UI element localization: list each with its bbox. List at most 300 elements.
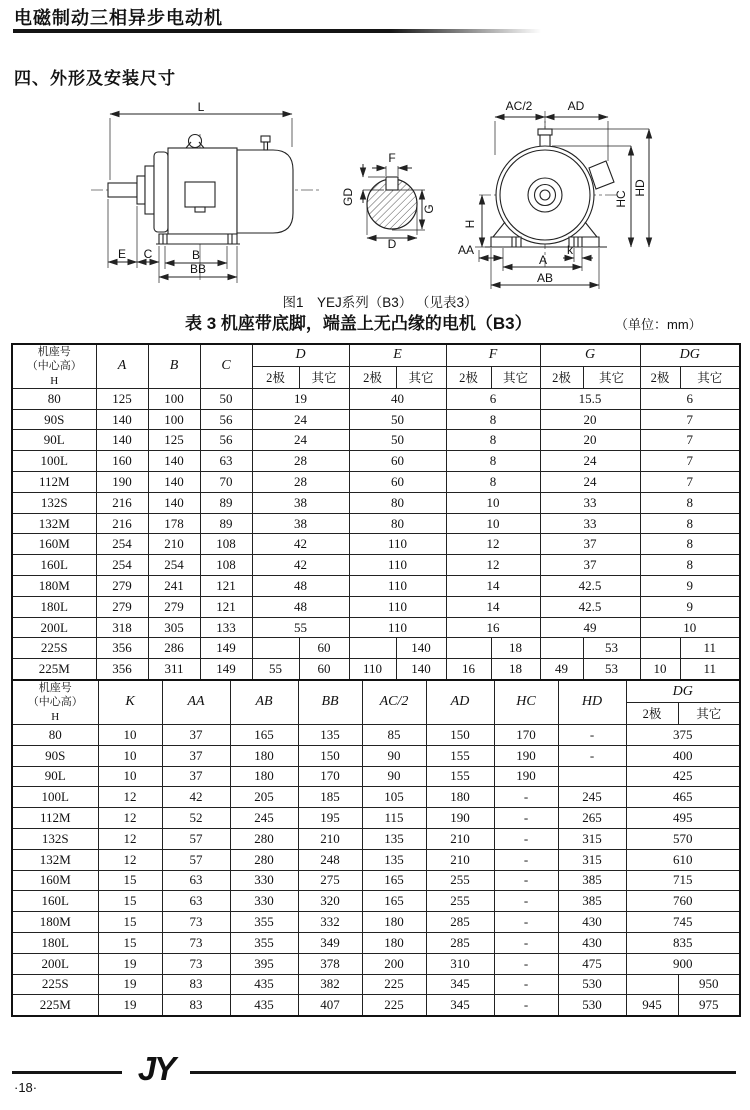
table-row [12,472,740,493]
value-cell: 37 [540,534,640,555]
value-cell: 12 [98,849,162,870]
value-cell: 12 [446,534,540,555]
section-title: 四、外形及安装尺寸 [14,69,176,88]
table-row [12,808,740,829]
table-row [12,617,740,638]
value-cell: 57 [162,828,230,849]
value-cell: 150 [426,724,494,745]
value-cell: 140 [148,472,200,493]
value-cell: 150 [298,745,362,766]
value-cell: 610 [626,849,740,870]
dim-label-G: G [422,204,436,214]
value-cell: 330 [230,891,298,912]
frame-size-cell: 100L [12,787,98,808]
value-cell: 945 [626,995,678,1016]
value-cell: 210 [148,534,200,555]
value-cell: 110 [349,659,396,680]
value-cell: 9 [640,576,740,597]
value-cell: 315 [558,849,626,870]
frame-size-cell: 180M [12,576,96,597]
subcol-other: 其它 [491,366,540,388]
frame-size-cell: 132S [12,828,98,849]
value-cell: 7 [640,409,740,430]
value-cell: 11 [680,659,740,680]
value-cell: 24 [540,472,640,493]
value-cell: 63 [200,451,252,472]
dim-label-C: C [143,247,153,261]
value-cell: 73 [162,953,230,974]
value-cell: 355 [230,932,298,953]
value-cell: 900 [626,953,740,974]
value-cell: 140 [148,451,200,472]
dim-label-L: L [197,100,205,114]
value-cell: 760 [626,891,740,912]
table-row [12,451,740,472]
frame-size-cell: 200L [12,617,96,638]
value-cell: - [494,828,558,849]
value-cell: 121 [200,576,252,597]
value-cell: 245 [230,808,298,829]
frame-size-cell: 225S [12,974,98,995]
value-cell: 280 [230,828,298,849]
value-cell: 19 [98,995,162,1016]
value-cell: 60 [349,451,446,472]
dim-label-AB: AB [536,271,554,285]
value-cell: 9 [640,596,740,617]
value-cell: 835 [626,932,740,953]
table-row [12,891,740,912]
value-cell: 275 [298,870,362,891]
dimension-table-bottom [11,679,741,1017]
value-cell: 435 [230,995,298,1016]
value-cell: 140 [148,492,200,513]
value-cell: 8 [640,492,740,513]
value-cell: 83 [162,974,230,995]
value-cell: 28 [252,472,349,493]
value-cell: 225 [362,995,426,1016]
value-cell: 330 [230,870,298,891]
value-cell: 165 [362,870,426,891]
value-cell: 110 [349,617,446,638]
value-cell: 425 [626,766,740,787]
dimension-tables [11,343,739,1017]
col-header-K: K [98,680,162,724]
frame-size-cell: 160L [12,891,98,912]
value-cell: 975 [678,995,740,1016]
value-cell: 216 [96,513,148,534]
frame-size-cell: 180M [12,912,98,933]
value-cell: 305 [148,617,200,638]
footer-rule-left [12,1071,122,1074]
value-cell: 185 [298,787,362,808]
value-cell: 205 [230,787,298,808]
value-cell: 160 [96,451,148,472]
frame-size-cell: 80 [12,388,96,409]
value-cell: 715 [626,870,740,891]
value-cell: 42.5 [540,576,640,597]
value-cell: 140 [396,659,446,680]
value-cell: 530 [558,995,626,1016]
value-cell: 73 [162,912,230,933]
value-cell: 56 [200,430,252,451]
table-row [12,870,740,891]
value-cell: 10 [640,659,680,680]
value-cell: 190 [426,808,494,829]
value-cell: 345 [426,995,494,1016]
dim-label-E: E [117,247,127,261]
col-header-HC: HC [494,680,558,724]
value-cell: - [558,745,626,766]
value-cell: 745 [626,912,740,933]
value-cell: 248 [298,849,362,870]
frame-size-cell: 80 [12,724,98,745]
value-cell: 140 [96,430,148,451]
table-row [12,409,740,430]
frame-size-cell: 132M [12,849,98,870]
value-cell: 378 [298,953,362,974]
value-cell: 50 [200,388,252,409]
frame-size-cell: 132M [12,513,96,534]
col-header-AC2: AC/2 [362,680,426,724]
table-row [12,513,740,534]
value-cell: 195 [298,808,362,829]
value-cell: 200 [362,953,426,974]
value-cell: 345 [426,974,494,995]
col-header-E: E [349,344,446,366]
value-cell: 90 [362,766,426,787]
dim-label-k: k [567,243,573,257]
frame-size-cell: 200L [12,953,98,974]
value-cell: 48 [252,576,349,597]
value-cell: 37 [162,745,230,766]
value-cell: 108 [200,555,252,576]
dim-label-BB: BB [189,262,207,276]
col-header-F: F [446,344,540,366]
value-cell: 950 [678,974,740,995]
value-cell [626,974,678,995]
value-cell [446,638,491,659]
value-cell: 100 [148,388,200,409]
value-cell: 254 [96,555,148,576]
value-cell: 42 [162,787,230,808]
table-row [12,724,740,745]
dim-label-GD: GD [341,188,355,206]
value-cell: 16 [446,617,540,638]
subcol-2pole: 2极 [540,366,583,388]
table-row [12,995,740,1016]
value-cell: 8 [640,534,740,555]
motor-end-view-drawing [455,95,685,295]
table-header-row [12,680,740,702]
value-cell: 24 [540,451,640,472]
value-cell: 18 [491,638,540,659]
value-cell: 180 [362,912,426,933]
value-cell: 190 [494,745,558,766]
subcol-2pole: 2极 [640,366,680,388]
value-cell: 6 [446,388,540,409]
value-cell: 382 [298,974,362,995]
col-header-DG: DG [640,344,740,366]
value-cell: 10 [640,617,740,638]
frame-header-line: （中心高） [27,696,83,709]
col-header-A: A [96,344,148,388]
col-header-G: G [540,344,640,366]
value-cell: 63 [162,891,230,912]
value-cell: 37 [540,555,640,576]
subcol-other: 其它 [396,366,446,388]
value-cell: 50 [349,409,446,430]
value-cell: 37 [162,766,230,787]
table-row [12,638,740,659]
value-cell: 285 [426,912,494,933]
value-cell: 495 [626,808,740,829]
figure-caption: 图1 YEJ系列（B3） （见表3） [282,295,478,310]
dim-label-AA: AA [457,243,475,257]
col-header-DG: DG [626,680,740,702]
value-cell: - [558,724,626,745]
frame-size-cell: 225M [12,995,98,1016]
footer-rule-right [190,1071,736,1074]
table-row [12,974,740,995]
dimension-table-top [11,343,741,681]
value-cell: 6 [640,388,740,409]
value-cell: 170 [298,766,362,787]
value-cell: 165 [362,891,426,912]
value-cell: 435 [230,974,298,995]
dim-label-F: F [388,151,396,165]
value-cell: 49 [540,659,583,680]
value-cell: 355 [230,912,298,933]
value-cell: 10 [98,766,162,787]
page-header-title: 电磁制动三相异步电动机 [14,8,223,28]
value-cell: 356 [96,659,148,680]
value-cell: 42 [252,555,349,576]
frame-size-cell: 90L [12,430,96,451]
value-cell: 42.5 [540,596,640,617]
value-cell: 320 [298,891,362,912]
frame-size-cell: 90L [12,766,98,787]
col-header-AA: AA [162,680,230,724]
col-header-C: C [200,344,252,388]
value-cell: 19 [98,953,162,974]
value-cell: 375 [626,724,740,745]
value-cell: 286 [148,638,200,659]
subcol-other: 其它 [299,366,349,388]
frame-size-cell: 160M [12,534,96,555]
header-divider [13,29,737,33]
value-cell: 7 [640,472,740,493]
value-cell: 85 [362,724,426,745]
dim-label-A: A [538,253,548,267]
subcol-2pole: 2极 [349,366,396,388]
value-cell: 110 [349,596,446,617]
value-cell: 8 [446,409,540,430]
value-cell: 60 [299,659,349,680]
value-cell: 10 [98,745,162,766]
value-cell: 18 [491,659,540,680]
value-cell: 49 [540,617,640,638]
value-cell: 210 [298,828,362,849]
brand-logo: JY [137,1050,175,1087]
value-cell: - [494,787,558,808]
table-header-row [12,344,740,366]
value-cell: 8 [446,430,540,451]
value-cell: 12 [98,808,162,829]
value-cell: 265 [558,808,626,829]
unit-note: （单位：mm） [615,317,702,332]
value-cell: 15.5 [540,388,640,409]
value-cell: - [494,995,558,1016]
col-header-AB: AB [230,680,298,724]
value-cell: 149 [200,659,252,680]
value-cell: 83 [162,995,230,1016]
table-row [12,745,740,766]
subcol-other: 其它 [678,703,740,725]
value-cell: 385 [558,891,626,912]
value-cell: 140 [396,638,446,659]
value-cell: 63 [162,870,230,891]
value-cell: 37 [162,724,230,745]
value-cell: 356 [96,638,148,659]
value-cell: 110 [349,576,446,597]
value-cell: 110 [349,555,446,576]
frame-header-line: 机座号 [38,682,72,695]
value-cell: - [494,912,558,933]
value-cell: 7 [640,451,740,472]
value-cell: 149 [200,638,252,659]
subcol-other: 其它 [680,366,740,388]
value-cell: 12 [98,787,162,808]
frame-size-cell: 90S [12,745,98,766]
value-cell: 400 [626,745,740,766]
value-cell: 80 [349,513,446,534]
frame-header-line: 机座号 [37,346,71,358]
frame-size-cell: 160L [12,555,96,576]
value-cell: 20 [540,430,640,451]
value-cell: - [494,974,558,995]
subcol-2pole: 2极 [446,366,491,388]
value-cell: 15 [98,870,162,891]
value-cell: 255 [426,891,494,912]
value-cell: 60 [349,472,446,493]
value-cell: 180 [426,787,494,808]
table-row [12,932,740,953]
value-cell: 254 [148,555,200,576]
value-cell: 475 [558,953,626,974]
frame-header-line: H [50,374,59,387]
value-cell: 8 [640,513,740,534]
frame-header-line: （中心高） [26,360,82,373]
value-cell: 52 [162,808,230,829]
col-header-HD: HD [558,680,626,724]
value-cell: 285 [426,932,494,953]
value-cell: 90 [362,745,426,766]
table-row [12,766,740,787]
value-cell: 10 [446,513,540,534]
value-cell: 110 [349,534,446,555]
value-cell: 135 [362,828,426,849]
value-cell: 165 [230,724,298,745]
col-header-frame-size [12,680,98,724]
value-cell: 570 [626,828,740,849]
value-cell: 105 [362,787,426,808]
value-cell: 385 [558,870,626,891]
value-cell: 57 [162,849,230,870]
value-cell: 125 [148,430,200,451]
value-cell: 210 [426,828,494,849]
value-cell: 121 [200,596,252,617]
value-cell: 155 [426,745,494,766]
value-cell: 241 [148,576,200,597]
value-cell: 38 [252,492,349,513]
value-cell: 48 [252,596,349,617]
table-row [12,953,740,974]
value-cell: 8 [446,451,540,472]
table-row [12,596,740,617]
value-cell: 100 [148,409,200,430]
value-cell: - [494,891,558,912]
table-row [12,388,740,409]
shaft-section-drawing [330,140,450,250]
value-cell: 33 [540,492,640,513]
value-cell: - [494,849,558,870]
value-cell: 135 [362,849,426,870]
value-cell: 465 [626,787,740,808]
value-cell: 216 [96,492,148,513]
value-cell [349,638,396,659]
value-cell: 254 [96,534,148,555]
value-cell: 180 [230,745,298,766]
value-cell: 38 [252,513,349,534]
subcol-2pole: 2极 [252,366,299,388]
value-cell: 24 [252,409,349,430]
frame-size-cell: 225M [12,659,96,680]
value-cell: 42 [252,534,349,555]
subcol-other: 其它 [583,366,640,388]
value-cell: 15 [98,912,162,933]
value-cell: 140 [96,409,148,430]
col-header-BB: BB [298,680,362,724]
subcol-2pole: 2极 [626,703,678,725]
value-cell: 55 [252,617,349,638]
value-cell: 10 [98,724,162,745]
value-cell: 255 [426,870,494,891]
value-cell: 53 [583,638,640,659]
table-title: 表 3 机座带底脚，端盖上无凸缘的电机（B3） [185,314,532,333]
value-cell: 15 [98,891,162,912]
frame-size-cell: 112M [12,472,96,493]
value-cell: 53 [583,659,640,680]
value-cell: 16 [446,659,491,680]
value-cell: 318 [96,617,148,638]
table-row [12,787,740,808]
dim-label-AD: AD [567,99,585,113]
table-row [12,430,740,451]
value-cell: 55 [252,659,299,680]
frame-header-line: H [51,710,60,723]
value-cell: 530 [558,974,626,995]
value-cell: 190 [96,472,148,493]
col-header-AD: AD [426,680,494,724]
value-cell: 19 [252,388,349,409]
col-header-frame-size [12,344,96,388]
value-cell: 279 [96,576,148,597]
value-cell [558,766,626,787]
value-cell: 279 [96,596,148,617]
value-cell: 225 [362,974,426,995]
value-cell: 430 [558,932,626,953]
value-cell: 407 [298,995,362,1016]
